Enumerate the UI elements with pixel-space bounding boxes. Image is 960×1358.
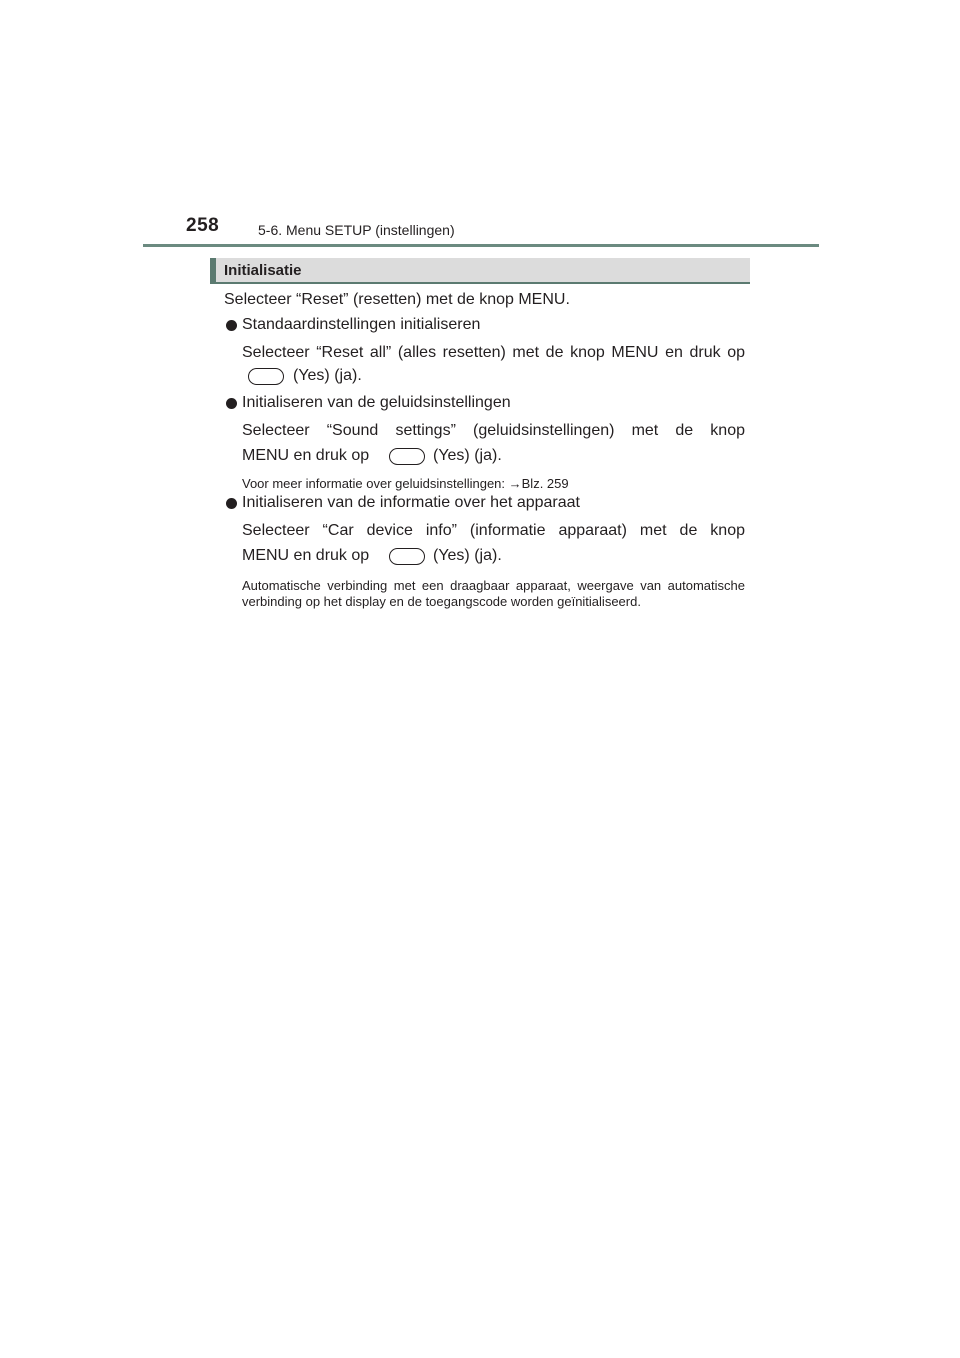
section-title: Initialisatie: [224, 262, 302, 279]
item-instruction: Selecteer “Reset all” (alles resetten) met de knop MENU en druk op: [242, 344, 745, 361]
item-instruction-end: (Yes) (ja).: [433, 547, 502, 564]
yes-button-icon: [248, 368, 284, 385]
bullet-icon: [226, 398, 237, 409]
item-instruction: Selecteer “Sound settings” (geluidsinstellingen) met de knop: [242, 422, 745, 439]
yes-button-icon: [389, 448, 425, 465]
section-header: [210, 258, 750, 284]
item-heading: Standaardinstellingen initialiseren: [242, 316, 481, 333]
intro-text: Selecteer “Reset” (resetten) met de knop MENU.: [224, 291, 570, 308]
item-instruction-end: (Yes) (ja).: [293, 367, 362, 384]
item-instruction-start: MENU en druk op: [242, 447, 370, 464]
item-note: Automatische verbinding met een draagbaar apparaat, weergave van automatische verbinding op het display en de toegangscode worden geïnitialiseerd.: [242, 578, 745, 609]
item-instruction: Selecteer “Car device info” (informatie apparaat) met de knop: [242, 522, 745, 539]
item-note: Voor meer informatie over geluidsinstellingen: →Blz. 259: [242, 476, 569, 491]
header-rule: [143, 244, 819, 247]
item-instruction-end: (Yes) (ja).: [433, 447, 502, 464]
section-accent: [210, 258, 216, 282]
chapter-title: 5-6. Menu SETUP (instellingen): [258, 222, 455, 238]
bullet-icon: [226, 320, 237, 331]
yes-button-icon: [389, 548, 425, 565]
item-instruction-start: MENU en druk op: [242, 547, 370, 564]
item-heading: Initialiseren van de informatie over het apparaat: [242, 494, 580, 511]
bullet-icon: [226, 498, 237, 509]
item-heading: Initialiseren van de geluidsinstellingen: [242, 394, 511, 411]
page-number: 258: [186, 215, 220, 236]
